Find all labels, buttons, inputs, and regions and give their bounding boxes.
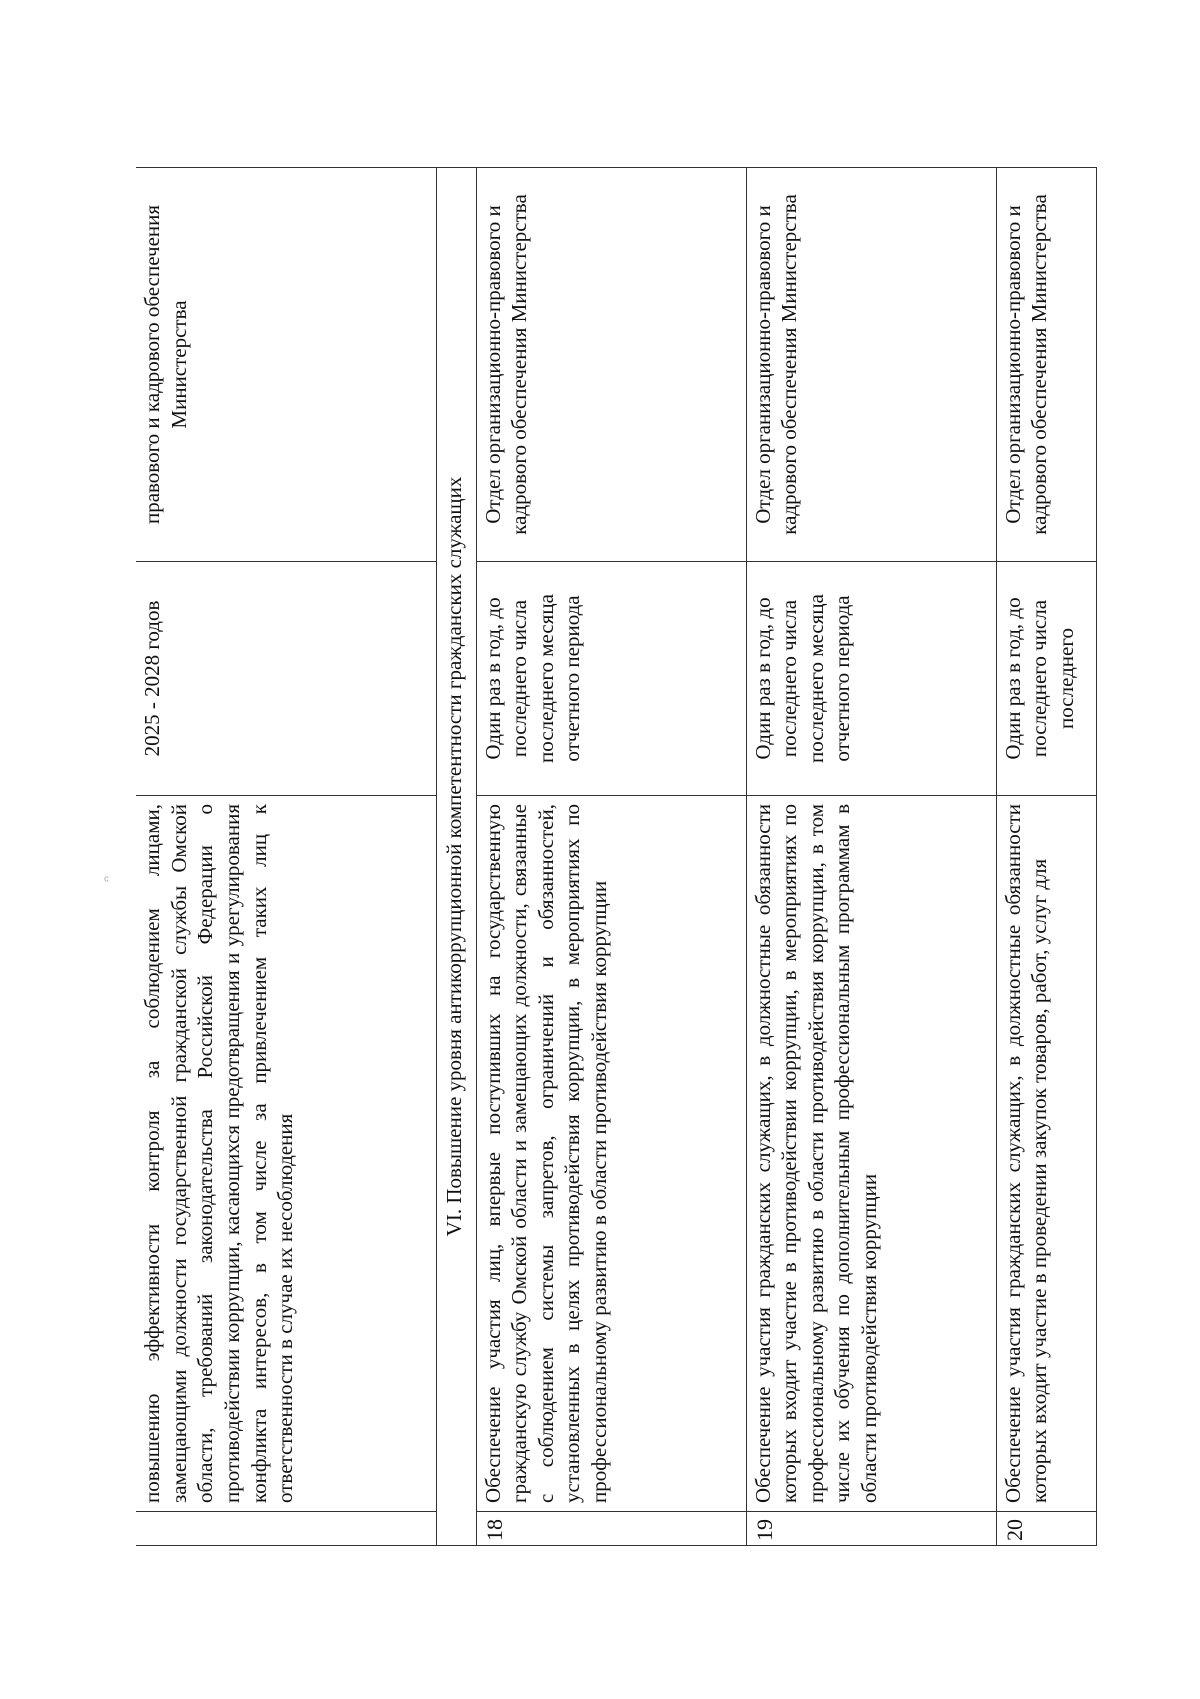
rotated-page xyxy=(136,168,1078,1546)
row-number: 18 xyxy=(476,1512,746,1546)
measures-table xyxy=(136,167,1097,1546)
row-description: Обеспечение участия лиц, впервые поступивших на государственную гражданскую службу Омской области и замещающих должности, связанные с соблюдением системы запретов, ограничений и обязанностей, установленных в целях противодействия коррупции, в мероприятиях по профессиональному развитию в области противодействия коррупции xyxy=(476,796,746,1512)
section-title: VI. Повышение уровня антикоррупционной компетентности гражданских служащих xyxy=(436,168,476,1546)
row-term: Один раз в год, до последнего числа последнего месяца отчетного периода xyxy=(746,562,996,796)
section-header-row xyxy=(436,168,476,1546)
row-description: Обеспечение участия гражданских служащих, в должностные обязанности которых входит участие в противодействии коррупции, в мероприятиях по профессиональному развитию в области противодействия коррупции, в том числе их обучения по дополнительным профессиональным программам в области противодействия коррупции xyxy=(746,796,996,1512)
row-term: Один раз в год, до последнего числа последнего месяца отчетного периода xyxy=(476,562,746,796)
row-number: 20 xyxy=(996,1512,1096,1546)
row-executor: Отдел организационно-правового и кадрового обеспечения Министерства xyxy=(996,168,1096,562)
page-mark: ᶜ xyxy=(104,872,109,888)
row-executor: Отдел организационно-правового и кадрового обеспечения Министерства xyxy=(476,168,746,562)
row-number xyxy=(136,1512,436,1546)
table-row-continuation xyxy=(136,168,436,1546)
row-description: Обеспечение участия гражданских служащих, в должностные обязанности которых входит участие в проведении закупок товаров, работ, услуг для xyxy=(996,796,1096,1512)
table-row xyxy=(476,168,746,1546)
table-row xyxy=(746,168,996,1546)
row-executor: правового и кадрового обеспечения Министерства xyxy=(136,168,436,562)
row-description: повышению эффективности контроля за соблюдением лицами, замещающими должности государственной гражданской службы Омской области, требований законодательства Российской Федерации о противодействии коррупции, касающихся предотвращения и урегулирования конфликта интересов, в том числе за привлечением таких лиц к ответственности в случае их несоблюдения xyxy=(136,796,436,1512)
row-executor: Отдел организационно-правового и кадрового обеспечения Министерства xyxy=(746,168,996,562)
row-term: 2025 - 2028 годов xyxy=(136,562,436,796)
row-number: 19 xyxy=(746,1512,996,1546)
table-row xyxy=(996,168,1096,1546)
row-term: Один раз в год, до последнего числа последнего xyxy=(996,562,1096,796)
